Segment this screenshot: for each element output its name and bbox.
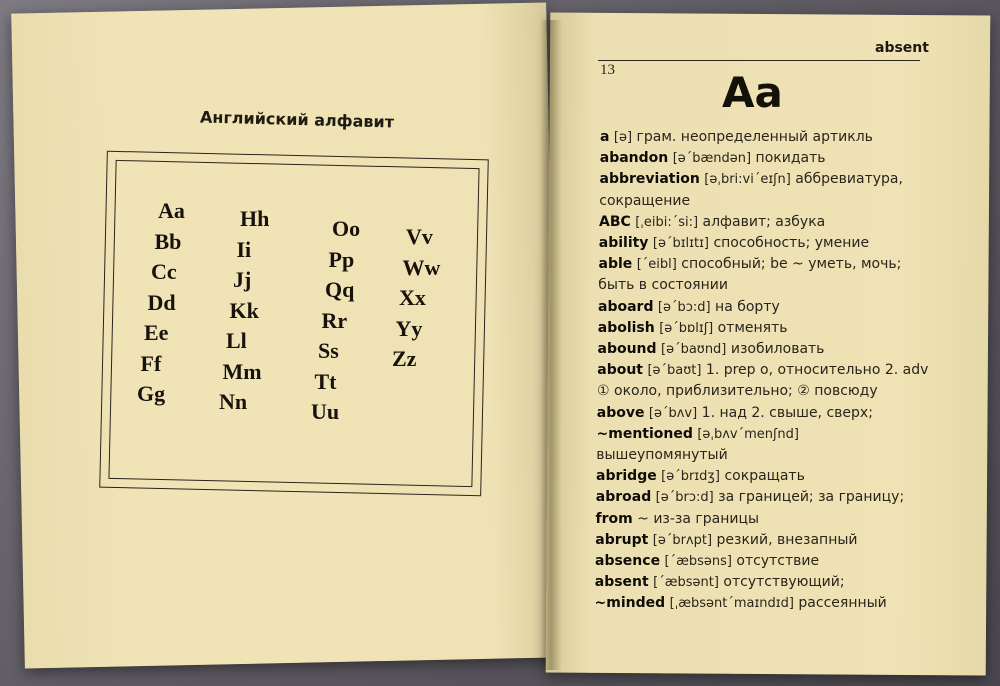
headword: abroad [595, 489, 652, 506]
definition: алфавит; азбука [702, 213, 826, 230]
alphabet-letter: Cc [151, 259, 177, 284]
headword: ability [598, 235, 649, 251]
dictionary-entry [595, 573, 845, 592]
transcription: [əˊbrɪdʒ] [661, 469, 721, 485]
definition: ① около, приблизительно; ② повсюду [597, 383, 878, 400]
headword: from [595, 510, 633, 527]
transcription: [əˌbri:viˊeɪʃn] [704, 172, 791, 188]
definition: способность; умение [713, 235, 870, 251]
dictionary-entry [600, 149, 826, 168]
book-spine [540, 20, 562, 670]
definition: отменять [717, 319, 788, 336]
alphabet-letter: Nn [219, 389, 248, 414]
definition: сокращение [599, 192, 691, 209]
transcription: [əˊbʌv] [648, 405, 698, 421]
section-letter: Aa [722, 68, 783, 117]
definition: быть в состоянии [598, 277, 728, 294]
headword: aboard [598, 298, 654, 315]
alphabet-letter: Ee [144, 320, 169, 345]
alphabet-letter: Ww [402, 254, 441, 280]
alphabet-letter: Dd [147, 289, 176, 315]
headword: abandon [599, 150, 669, 167]
definition: 1. над 2. свыше, сверх; [701, 404, 873, 421]
definition: 1. prep о, относительно 2. adv [705, 362, 929, 379]
dictionary-entry [596, 467, 805, 486]
definition: покидать [755, 150, 826, 167]
alphabet-letter: Gg [137, 381, 166, 406]
dictionary-entry [596, 488, 904, 507]
definition: аббревиатура, [795, 171, 903, 188]
alphabet-letter: Rr [321, 307, 348, 333]
alphabet-letter: Vv [406, 224, 433, 249]
dictionary-entry [600, 170, 903, 189]
headword: above [596, 404, 645, 421]
definition: за границей; за границу; [718, 489, 905, 506]
definition: грам. неопределенный артикль [636, 129, 873, 145]
transcription: [əˊbɒlɪʃ] [659, 320, 714, 336]
transcription: [əˊbændən] [672, 151, 752, 167]
headword: absence [595, 553, 661, 569]
dictionary-entry [595, 594, 887, 613]
headword: abridge [596, 468, 657, 485]
definition: резкий, внезапный [716, 531, 858, 548]
alphabet-letter: Hh [240, 206, 270, 231]
alphabet-letter: Zz [392, 346, 417, 371]
definition: отсутствие [736, 553, 820, 569]
alphabet-letter: Pp [328, 246, 355, 272]
page-number: 13 [600, 62, 615, 78]
dictionary-entry [596, 446, 727, 464]
dictionary-entry [596, 510, 760, 528]
dictionary-entry [597, 361, 928, 380]
headword: ~minded [594, 595, 666, 612]
definition: сокращать [724, 468, 805, 485]
transcription: [əˊbrɔ:d] [655, 490, 714, 506]
headword: abound [597, 341, 657, 357]
alphabet-letter: Ll [226, 328, 247, 353]
headword: abbreviation [599, 171, 700, 188]
alphabet-letter: Yy [395, 315, 423, 341]
dictionary-entry [597, 425, 799, 444]
headword: abrupt [595, 531, 649, 548]
dictionary-entry [599, 255, 902, 274]
transcription: [əˊbaʊt] [647, 363, 702, 379]
dictionary-entry [597, 382, 878, 400]
definition: вышеупомянутый [596, 447, 728, 463]
dictionary-entry [598, 340, 825, 359]
headword: absent [594, 574, 649, 591]
headword: about [597, 362, 643, 379]
headword: ABC [599, 213, 631, 230]
headword: able [598, 256, 633, 273]
alphabet-letter: Jj [233, 267, 252, 292]
running-head: absent [875, 40, 929, 56]
transcription: [əˌbʌvˊmenʃnd] [697, 426, 799, 442]
headword: ~mentioned [596, 425, 693, 442]
dictionary-entry [595, 552, 819, 571]
alphabet-letter: Ff [140, 350, 162, 376]
alphabet-title: Английский алфавит [199, 107, 395, 132]
headword: a [600, 129, 610, 145]
alphabet-letter: Kk [229, 297, 259, 323]
alphabet-letter: Mm [222, 358, 262, 384]
headword: abolish [597, 319, 655, 336]
header-rule [598, 60, 920, 61]
transcription: [əˊbɔ:d] [657, 299, 711, 315]
alphabet-letter: Aa [158, 198, 185, 223]
alphabet-letter: Bb [154, 228, 182, 254]
transcription: [ˊæbsənt] [653, 575, 719, 591]
definition: ~ из-за границы [637, 510, 760, 527]
dictionary-entry [598, 298, 780, 317]
alphabet-letter: Xx [399, 285, 426, 310]
alphabet-letter: Ii [236, 236, 252, 262]
definition: на борту [715, 298, 780, 315]
dictionary-entry [599, 234, 869, 253]
transcription: [əˊbɪlɪtɪ] [652, 236, 709, 251]
dictionary-entry [595, 531, 857, 550]
dictionary-entry [598, 276, 728, 294]
transcription: [əˊbrʌpt] [652, 532, 713, 548]
definition: способный; be ~ уметь, мочь; [681, 256, 902, 273]
transcription: [ˊeibl] [636, 257, 677, 273]
transcription: [ˌæbsəntˊmaɪndɪd] [669, 596, 794, 612]
alphabet-letter: Uu [311, 399, 340, 424]
alphabet-letter: Qq [325, 277, 355, 302]
dictionary-entry [597, 404, 873, 423]
dictionary-entry [600, 128, 873, 147]
transcription: [ˌeibi:ˊsi:] [635, 214, 699, 230]
dictionary-entry [598, 319, 788, 338]
dictionary-entry [599, 213, 825, 232]
alphabet-letter: Tt [314, 368, 337, 394]
transcription: [əˊbaʊnd] [661, 342, 727, 357]
transcription: [ˊæbsəns] [664, 554, 732, 569]
definition: отсутствующий; [723, 574, 845, 591]
transcription: [ə] [613, 130, 633, 145]
definition: изобиловать [730, 341, 825, 357]
definition: рассеянный [798, 595, 887, 612]
alphabet-letter: Oo [332, 216, 361, 241]
dictionary-entry [599, 192, 690, 210]
alphabet-letter: Ss [318, 338, 339, 363]
